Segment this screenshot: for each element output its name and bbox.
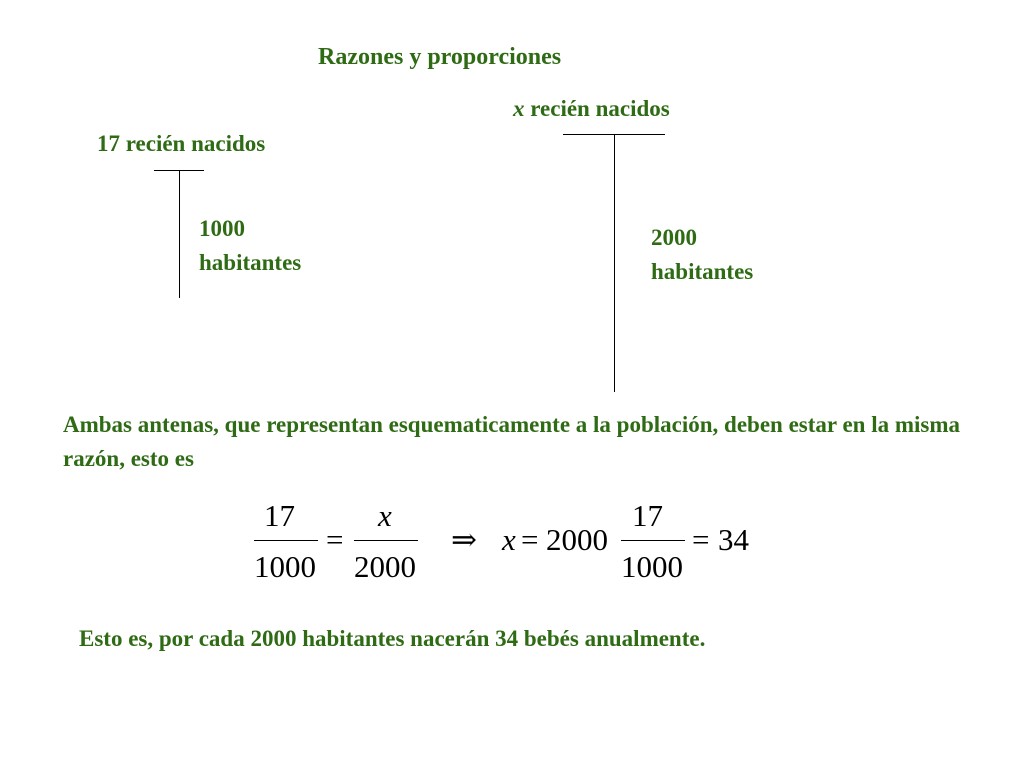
conclusion-text: Esto es, por cada 2000 habitantes nacerán 34 bebés anualmente. bbox=[79, 626, 706, 651]
right-antenna-label-text: recién nacidos bbox=[524, 96, 670, 121]
equals-sign-1: = bbox=[326, 522, 344, 557]
equation-variable: x bbox=[502, 522, 516, 557]
frac3-denominator: 1000 bbox=[621, 549, 683, 584]
frac1-denominator: 1000 bbox=[254, 549, 316, 584]
frac1-numerator: 17 bbox=[264, 498, 295, 533]
right-antenna-side-label-number: 2000 bbox=[651, 225, 697, 250]
left-antenna-side-label-unit: habitantes bbox=[199, 250, 302, 275]
equation-factor: 2000 bbox=[546, 522, 608, 557]
frac1-bar bbox=[254, 540, 318, 541]
right-antenna-top-label bbox=[513, 92, 670, 126]
frac3-numerator: 17 bbox=[632, 498, 663, 533]
frac2-bar bbox=[354, 540, 418, 541]
right-antenna-mast bbox=[614, 134, 615, 392]
right-antenna-side-label-unit: habitantes bbox=[651, 259, 754, 284]
explanation-paragraph: Ambas antenas, que representan esquematicamente a la población, deben estar en la misma razón, esto es bbox=[63, 412, 960, 471]
equals-sign-3: = bbox=[692, 522, 710, 557]
frac2-numerator: x bbox=[378, 498, 392, 533]
frac2-denominator: 2000 bbox=[354, 549, 416, 584]
left-antenna-side-label-number: 1000 bbox=[199, 216, 245, 241]
page-title: Razones y proporciones bbox=[318, 44, 562, 70]
left-antenna-mast bbox=[179, 170, 180, 298]
equals-sign-2: = bbox=[521, 522, 539, 557]
right-antenna-variable: x bbox=[513, 96, 525, 121]
frac3-bar bbox=[621, 540, 685, 541]
implies-arrow: ⇒ bbox=[451, 522, 477, 557]
left-antenna-top-label: 17 recién nacidos bbox=[97, 131, 266, 156]
equation-result: 34 bbox=[718, 522, 749, 557]
